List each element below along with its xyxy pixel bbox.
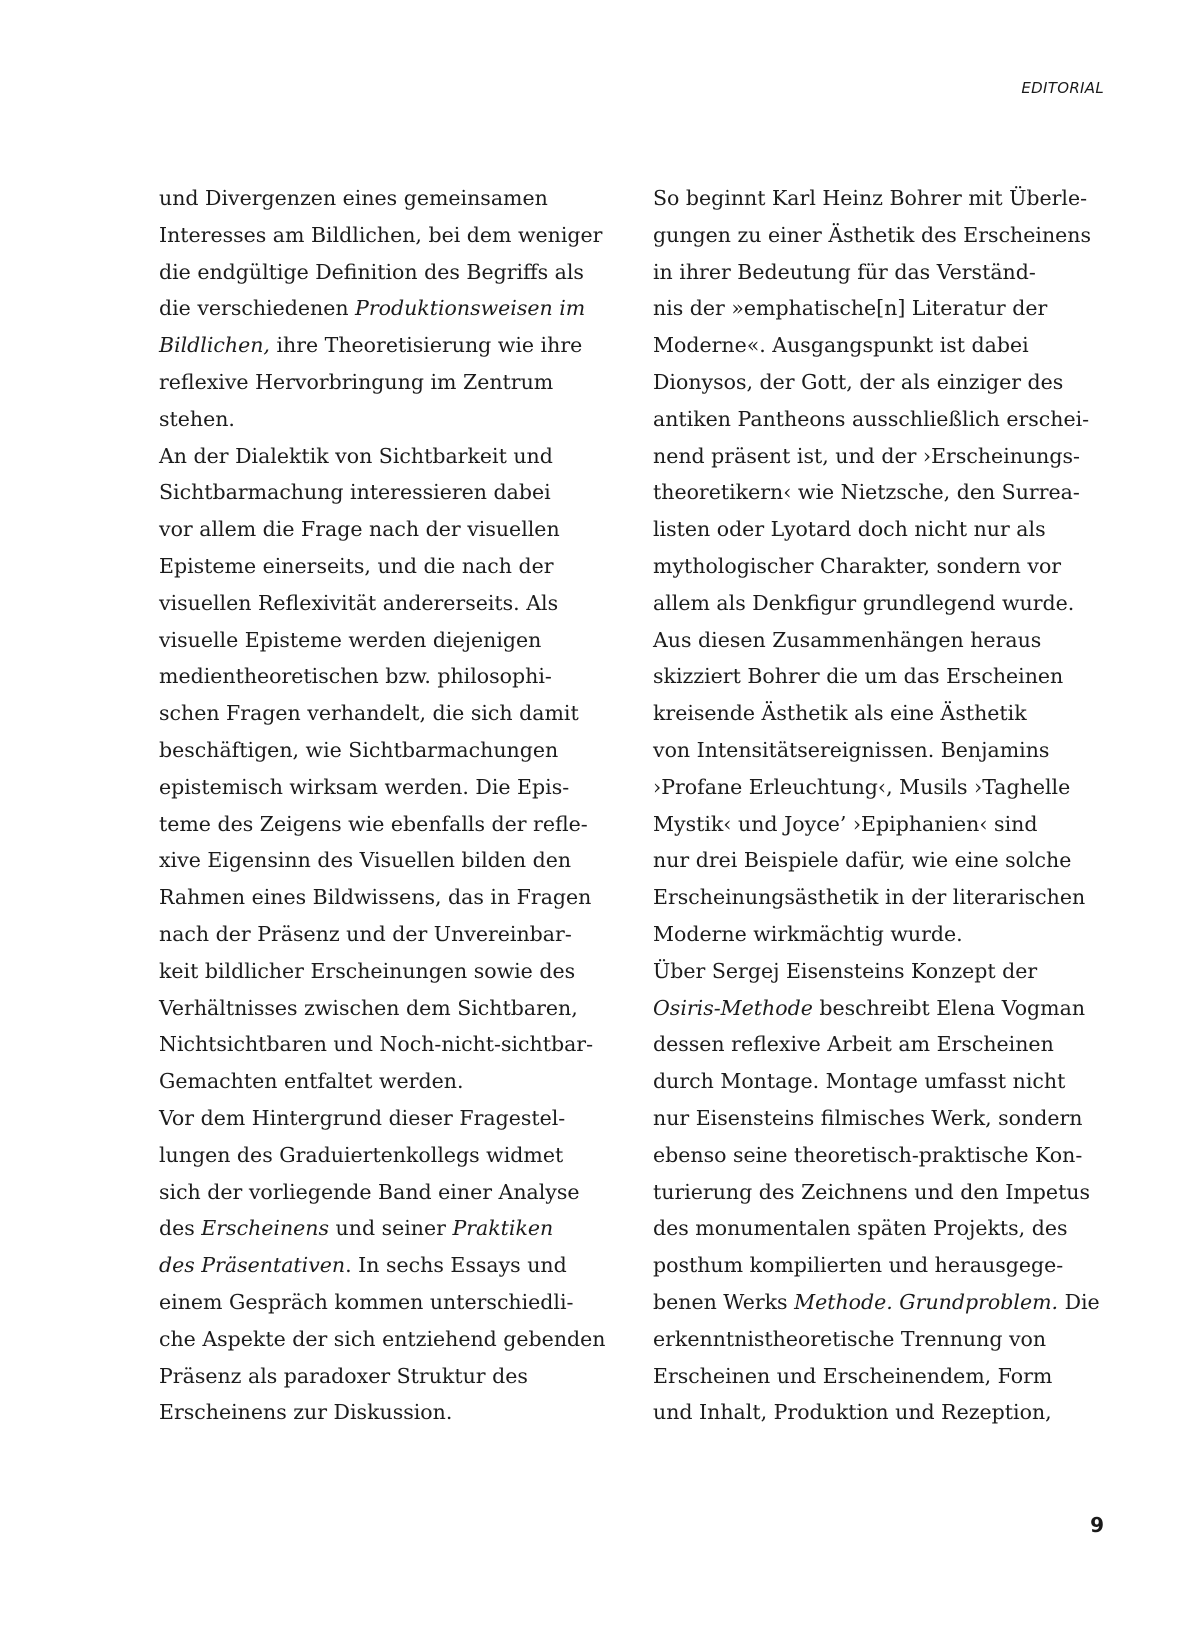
text-run: So beginnt Karl Heinz Bohrer mit Überle- bbox=[653, 186, 1088, 210]
text-line bbox=[653, 732, 1113, 769]
text-line bbox=[653, 990, 1113, 1027]
text-line bbox=[159, 585, 619, 622]
text-run: listen oder Lyotard doch nicht nur als bbox=[653, 517, 1046, 542]
text-run: sich der vorliegende Band einer Analyse bbox=[159, 1179, 580, 1204]
text-line bbox=[159, 364, 619, 401]
text-run: gungen zu einer Ästhetik des Erscheinens bbox=[653, 222, 1091, 247]
text-line bbox=[159, 1174, 619, 1211]
text-run: turierung des Zeichnens und den Impetus bbox=[653, 1179, 1091, 1204]
text-line bbox=[653, 401, 1113, 438]
text-line bbox=[159, 1137, 619, 1174]
text-line bbox=[653, 1247, 1113, 1284]
text-line bbox=[159, 290, 619, 327]
text-run: Über Sergej Eisensteins Konzept der bbox=[653, 958, 1038, 983]
text-run: epistemisch wirksam werden. Die Epis- bbox=[159, 774, 570, 799]
text-line bbox=[653, 1063, 1113, 1100]
text-run: . In sechs Essays und bbox=[345, 1253, 567, 1278]
text-run: Erscheinungsästhetik in der literarischen bbox=[653, 885, 1086, 910]
text-line bbox=[653, 1026, 1113, 1063]
text-line bbox=[159, 695, 619, 732]
text-run: benen Werks bbox=[653, 1289, 795, 1314]
text-run: Erscheinen und Erscheinendem, Form bbox=[653, 1363, 1053, 1388]
text-line bbox=[653, 290, 1113, 327]
text-run: in ihrer Bedeutung für das Verständ- bbox=[653, 259, 1036, 284]
text-line bbox=[159, 1100, 619, 1137]
right-text-column bbox=[653, 180, 1113, 1431]
text-line bbox=[159, 1358, 619, 1395]
text-line bbox=[653, 1358, 1113, 1395]
text-run: nend präsent ist, und der ›Erscheinungs- bbox=[653, 443, 1080, 468]
text-line bbox=[159, 842, 619, 879]
text-run: die endgültige Definition des Begriffs als bbox=[159, 259, 584, 284]
text-run: visuellen Reflexivität andererseits. Als bbox=[159, 590, 559, 615]
text-run: vor allem die Frage nach der visuellen bbox=[159, 517, 560, 542]
text-line bbox=[653, 1321, 1113, 1358]
italic-text-run: Erscheinens bbox=[201, 1216, 330, 1241]
running-header-section-label: EDITORIAL bbox=[1021, 79, 1104, 97]
text-run: die verschiedenen bbox=[159, 296, 356, 321]
text-line bbox=[159, 401, 619, 438]
italic-text-run: Bildlichen, bbox=[159, 333, 270, 358]
text-run: und Inhalt, Produktion und Rezeption, bbox=[653, 1400, 1052, 1425]
text-line bbox=[159, 327, 619, 364]
text-line bbox=[159, 217, 619, 254]
text-run: und Divergenzen eines gemeinsamen bbox=[159, 186, 548, 210]
text-run: reflexive Hervorbringung im Zentrum bbox=[159, 369, 554, 394]
text-line bbox=[653, 953, 1113, 990]
text-run: Die bbox=[1058, 1289, 1100, 1314]
text-run: Erscheinens zur Diskussion. bbox=[159, 1400, 453, 1425]
text-line bbox=[653, 1100, 1113, 1137]
text-line bbox=[653, 806, 1113, 843]
text-run: Aus diesen Zusammenhängen heraus bbox=[653, 627, 1042, 652]
text-line bbox=[159, 953, 619, 990]
text-line bbox=[159, 548, 619, 585]
text-run: mythologischer Charakter, sondern vor bbox=[653, 553, 1062, 578]
text-run: ebenso seine theoretisch-praktische Kon- bbox=[653, 1142, 1083, 1167]
text-run: nach der Präsenz und der Unvereinbar- bbox=[159, 921, 572, 946]
text-line bbox=[653, 916, 1113, 953]
text-line bbox=[653, 254, 1113, 291]
text-run: medientheoretischen bzw. philosophi- bbox=[159, 664, 552, 689]
text-line bbox=[653, 474, 1113, 511]
text-run: Rahmen eines Bildwissens, das in Fragen bbox=[159, 885, 592, 910]
text-run: Verhältnisses zwischen dem Sichtbaren, bbox=[159, 995, 578, 1020]
text-line bbox=[653, 1174, 1113, 1211]
text-line bbox=[159, 1063, 619, 1100]
text-run: teme des Zeigens wie ebenfalls der refle- bbox=[159, 811, 588, 836]
text-line bbox=[159, 511, 619, 548]
text-run: Interesses am Bildlichen, bei dem weniger bbox=[159, 222, 603, 247]
text-line bbox=[653, 511, 1113, 548]
text-run: Präsenz als paradoxer Struktur des bbox=[159, 1363, 528, 1388]
text-run: einem Gespräch kommen unterschiedli- bbox=[159, 1289, 574, 1314]
text-run: dessen reflexive Arbeit am Erscheinen bbox=[653, 1032, 1054, 1057]
text-line bbox=[159, 438, 619, 475]
text-line bbox=[653, 1137, 1113, 1174]
text-run: durch Montage. Montage umfasst nicht bbox=[653, 1069, 1066, 1094]
text-line bbox=[653, 180, 1113, 217]
text-line bbox=[159, 732, 619, 769]
text-line bbox=[159, 1394, 619, 1431]
text-line bbox=[653, 585, 1113, 622]
italic-text-run: Praktiken bbox=[452, 1216, 554, 1241]
italic-text-run: des Präsentativen bbox=[159, 1253, 346, 1278]
text-run: antiken Pantheons ausschließlich erschei- bbox=[653, 406, 1090, 431]
text-line bbox=[653, 842, 1113, 879]
text-run: Sichtbarmachung interessieren dabei bbox=[159, 480, 551, 505]
text-line bbox=[159, 622, 619, 659]
text-line bbox=[159, 254, 619, 291]
text-run: stehen. bbox=[159, 406, 235, 431]
text-line bbox=[159, 1247, 619, 1284]
text-run: visuelle Episteme werden diejenigen bbox=[159, 627, 542, 652]
text-line bbox=[653, 364, 1113, 401]
text-run: Episteme einerseits, und die nach der bbox=[159, 553, 554, 578]
text-run: keit bildlicher Erscheinungen sowie des bbox=[159, 958, 576, 983]
italic-text-run: Produktionsweisen im bbox=[355, 296, 586, 321]
text-run: Mystik‹ und Joyce’ ›Epiphanien‹ sind bbox=[653, 811, 1038, 836]
text-line bbox=[653, 1394, 1113, 1431]
text-run: erkenntnistheoretische Trennung von bbox=[653, 1326, 1047, 1351]
text-run: Moderne wirkmächtig wurde. bbox=[653, 921, 963, 946]
text-run: schen Fragen verhandelt, die sich damit bbox=[159, 701, 579, 726]
text-run: Dionysos, der Gott, der als einziger des bbox=[653, 369, 1064, 394]
text-line bbox=[159, 474, 619, 511]
text-run: und seiner bbox=[329, 1216, 453, 1241]
text-line bbox=[653, 1284, 1113, 1321]
text-run: lungen des Graduiertenkollegs widmet bbox=[159, 1142, 564, 1167]
text-run: allem als Denkfigur grundlegend wurde. bbox=[653, 590, 1075, 615]
text-run: kreisende Ästhetik als eine Ästhetik bbox=[653, 701, 1027, 726]
text-run: Gemachten entfaltet werden. bbox=[159, 1069, 464, 1094]
text-run: nur Eisensteins filmisches Werk, sondern bbox=[653, 1105, 1083, 1130]
text-line bbox=[159, 1026, 619, 1063]
text-line bbox=[653, 217, 1113, 254]
italic-text-run: Methode. Grundproblem. bbox=[794, 1289, 1059, 1314]
text-run: nis der »emphatische[n] Literatur der bbox=[653, 296, 1048, 321]
text-run: von Intensitätsereignissen. Benjamins bbox=[653, 737, 1050, 762]
text-line bbox=[159, 1210, 619, 1247]
text-line bbox=[159, 658, 619, 695]
text-line bbox=[159, 180, 619, 217]
text-run: nur drei Beispiele dafür, wie eine solche bbox=[653, 848, 1072, 873]
text-line bbox=[159, 916, 619, 953]
text-line bbox=[653, 695, 1113, 732]
text-run: theoretikern‹ wie Nietzsche, den Surrea- bbox=[653, 480, 1080, 505]
text-line bbox=[159, 769, 619, 806]
text-line bbox=[159, 1284, 619, 1321]
text-run: beschäftigen, wie Sichtbarmachungen bbox=[159, 737, 559, 762]
text-run: Vor dem Hintergrund dieser Fragestel- bbox=[159, 1105, 566, 1130]
italic-text-run: Osiris-Methode bbox=[653, 995, 813, 1020]
text-line bbox=[159, 990, 619, 1027]
text-line bbox=[159, 1321, 619, 1358]
text-run: ›Profane Erleuchtung‹, Musils ›Taghelle bbox=[653, 774, 1071, 799]
text-run: ihre Theoretisierung wie ihre bbox=[269, 333, 583, 358]
text-run: skizziert Bohrer die um das Erscheinen bbox=[653, 664, 1064, 689]
page-number: 9 bbox=[1090, 1513, 1104, 1537]
text-line bbox=[653, 769, 1113, 806]
text-run: che Aspekte der sich entziehend gebenden bbox=[159, 1326, 606, 1351]
text-run: beschreibt Elena Vogman bbox=[812, 995, 1086, 1020]
text-run: posthum kompilierten und herausgege- bbox=[653, 1253, 1064, 1278]
text-run: xive Eigensinn des Visuellen bilden den bbox=[159, 848, 572, 873]
text-line bbox=[159, 879, 619, 916]
text-line bbox=[653, 622, 1113, 659]
text-run: Nichtsichtbaren und Noch-nicht-sichtbar- bbox=[159, 1032, 594, 1057]
text-line bbox=[653, 327, 1113, 364]
text-run: Moderne«. Ausgangspunkt ist dabei bbox=[653, 333, 1029, 358]
text-line bbox=[653, 658, 1113, 695]
left-text-column bbox=[159, 180, 619, 1431]
text-line bbox=[653, 1210, 1113, 1247]
text-run: des bbox=[159, 1216, 202, 1241]
text-line bbox=[159, 806, 619, 843]
text-line bbox=[653, 879, 1113, 916]
text-line bbox=[653, 548, 1113, 585]
text-run: des monumentalen späten Projekts, des bbox=[653, 1216, 1068, 1241]
text-line bbox=[653, 438, 1113, 475]
text-run: An der Dialektik von Sichtbarkeit und bbox=[159, 443, 553, 468]
